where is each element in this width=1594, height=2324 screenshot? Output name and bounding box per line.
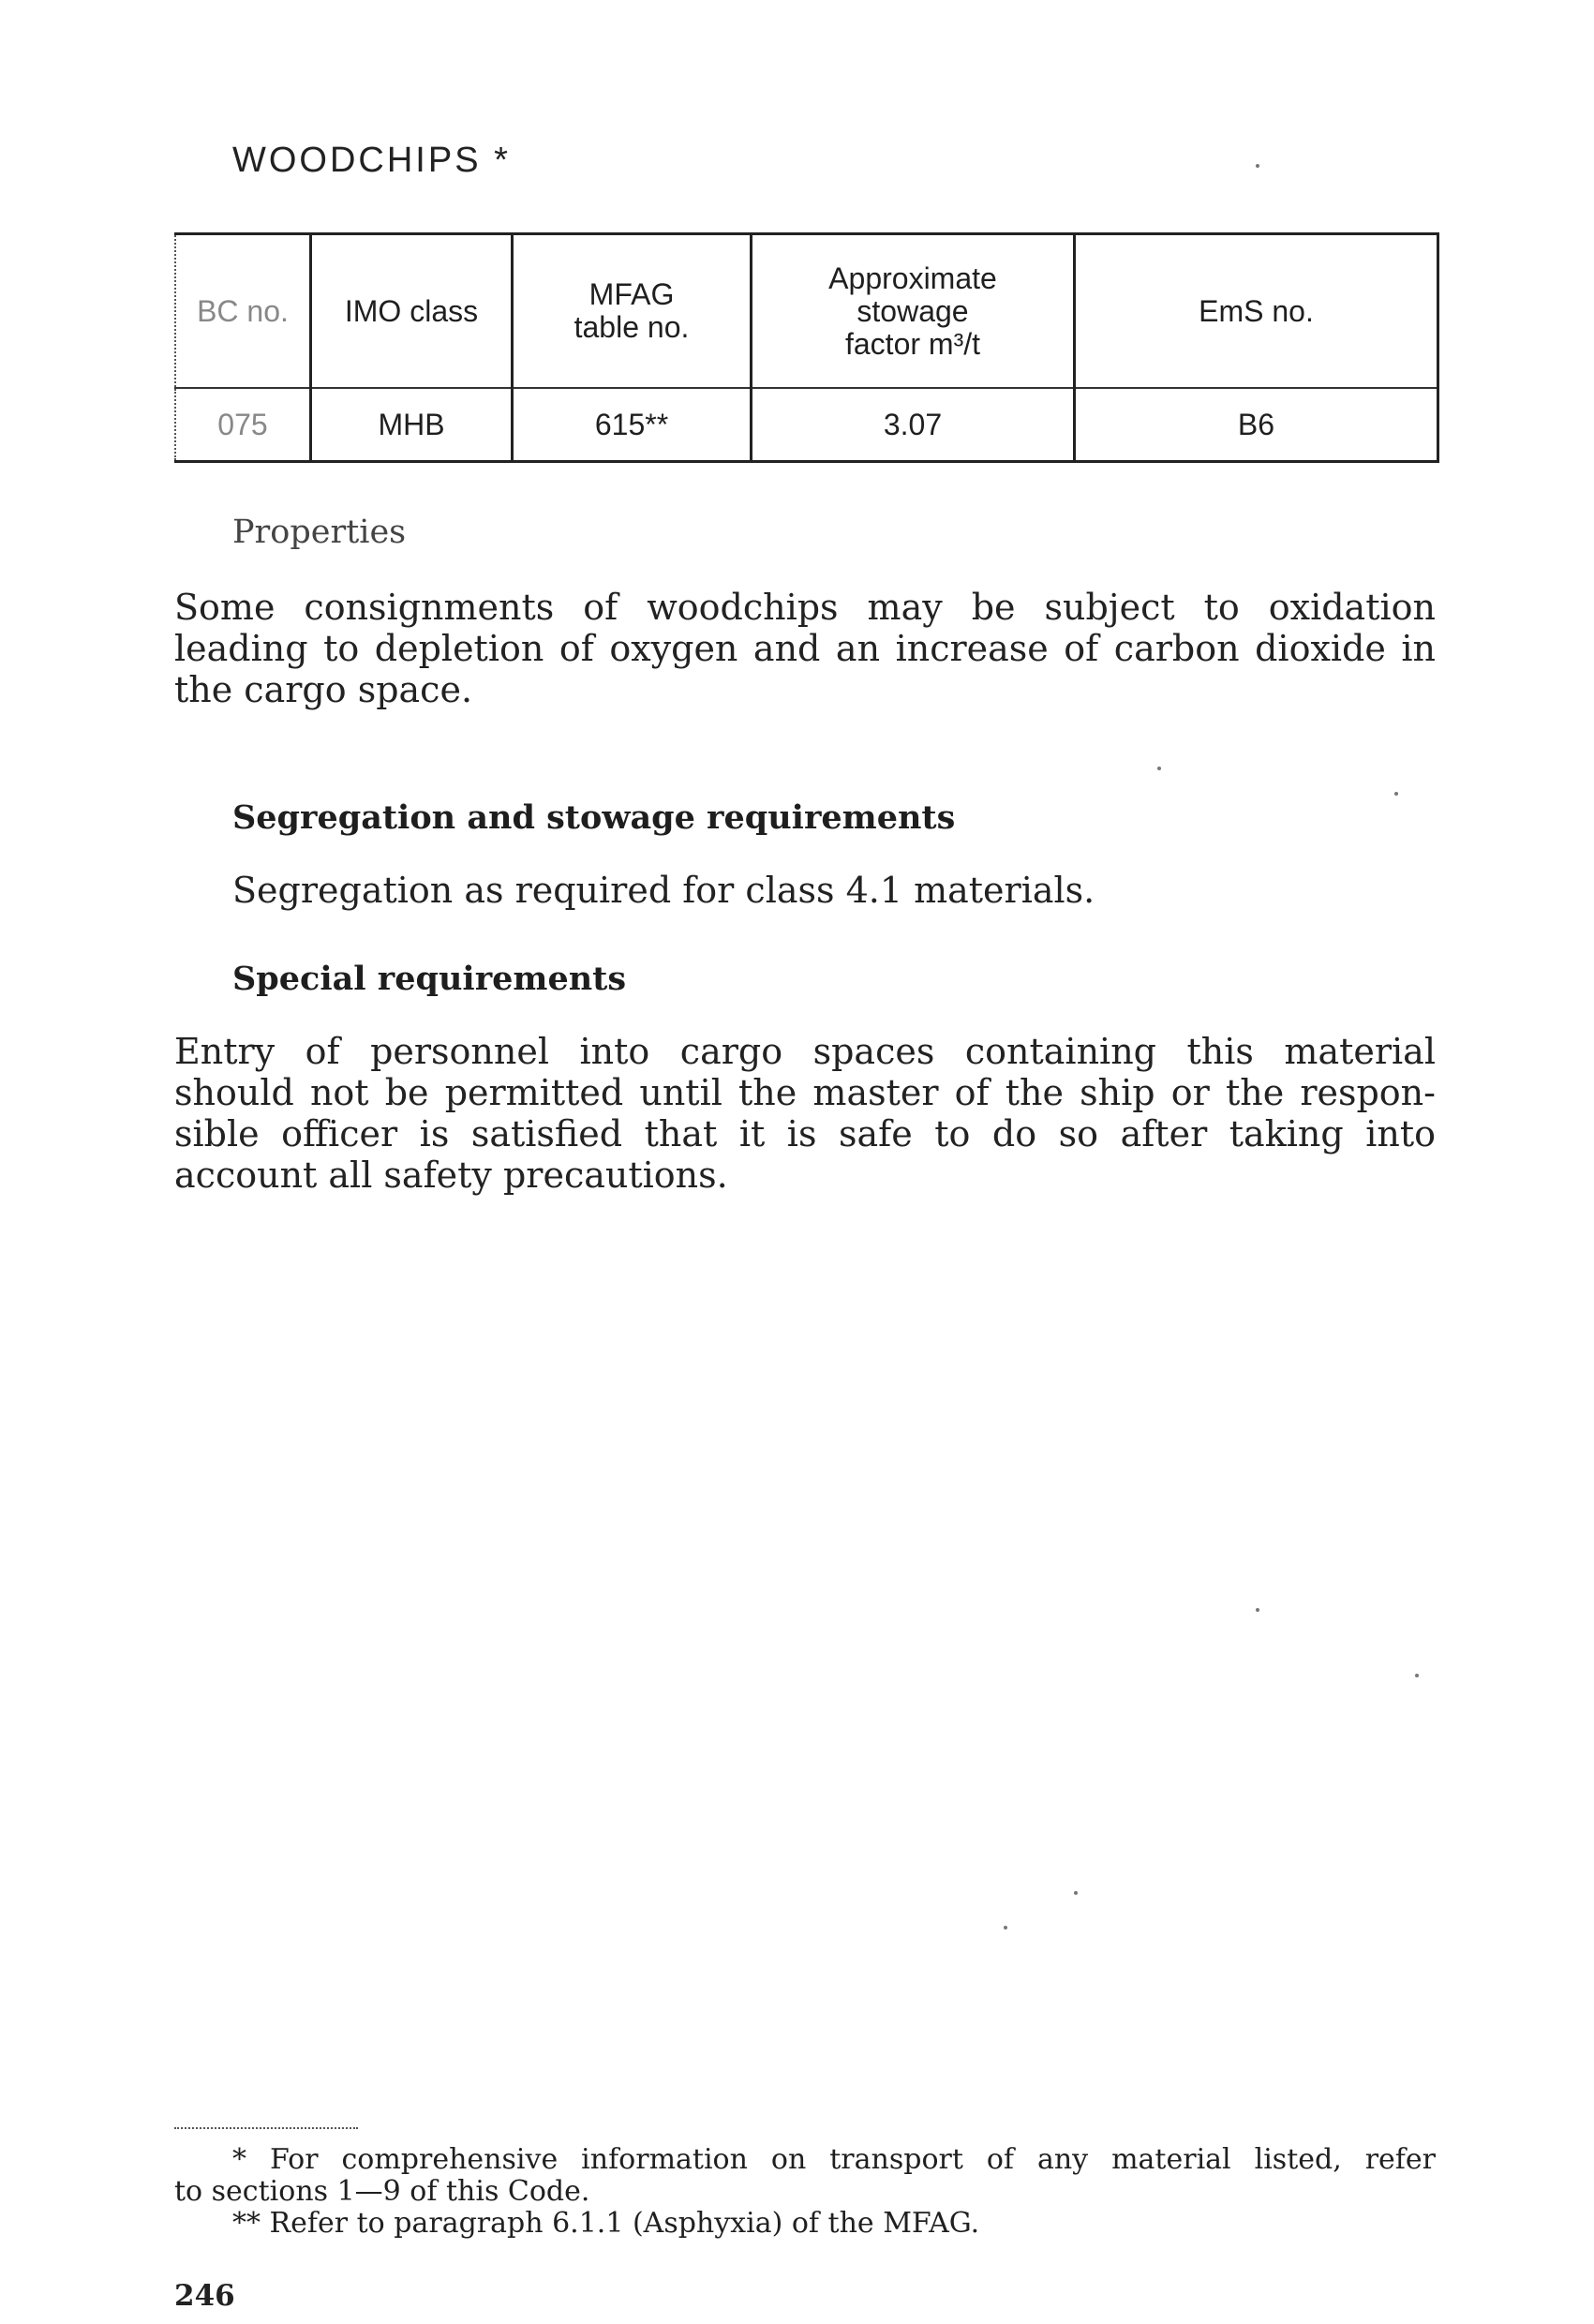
footnote-2: ** Refer to paragraph 6.1.1 (Asphyxia) of the MFAG. bbox=[232, 2207, 980, 2240]
scan-speck bbox=[1074, 1891, 1078, 1895]
cargo-spec-table bbox=[174, 232, 1439, 463]
properties-line-2: leading to depletion of oxygen and an increase of carbon dioxide in bbox=[174, 628, 1436, 669]
header-imo-class: IMO class bbox=[311, 234, 513, 389]
header-bc-no: BC no. bbox=[175, 234, 311, 389]
properties-line-1: Some consignments of woodchips may be subject to oxidation bbox=[174, 587, 1436, 628]
page-number: 246 bbox=[174, 2279, 235, 2313]
special-line-4: account all safety precautions. bbox=[174, 1155, 728, 1196]
special-requirements-text bbox=[174, 1031, 1436, 1196]
cell-imo-class: MHB bbox=[311, 388, 513, 462]
properties-heading: Properties bbox=[232, 514, 407, 551]
table-row bbox=[175, 388, 1438, 462]
special-line-3: sible officer is satisfied that it is safe to do so after taking into bbox=[174, 1113, 1436, 1155]
segregation-line: Segregation as required for class 4.1 materials. bbox=[232, 870, 1095, 911]
page-title: WOODCHIPS * bbox=[232, 141, 511, 180]
header-sf-line2: stowage bbox=[857, 293, 969, 328]
header-sf-line3: factor m³/t bbox=[844, 326, 980, 361]
cell-ems-no: B6 bbox=[1075, 388, 1438, 462]
header-mfag-line1: MFAG bbox=[588, 277, 675, 311]
footnotes bbox=[174, 2144, 1436, 2240]
scan-speck bbox=[1157, 767, 1161, 770]
footnote-1-line-1: * For comprehensive information on transport of any material listed, refer bbox=[232, 2143, 1436, 2176]
segregation-text bbox=[232, 870, 1436, 911]
scan-speck bbox=[1394, 792, 1398, 796]
properties-text bbox=[174, 587, 1436, 710]
cell-bc-no: 075 bbox=[175, 388, 311, 462]
special-line-2: should not be permitted until the master of the ship or the respon- bbox=[174, 1072, 1436, 1113]
table-header-row bbox=[175, 234, 1438, 389]
special-line-1: Entry of personnel into cargo spaces containing this material bbox=[174, 1031, 1436, 1072]
header-mfag-line2: table no. bbox=[574, 310, 690, 344]
header-ems-no: EmS no. bbox=[1075, 234, 1438, 389]
header-sf-line1: Approximate bbox=[828, 261, 997, 295]
header-stowage-factor bbox=[752, 234, 1075, 389]
scan-speck bbox=[1256, 1608, 1259, 1612]
scan-speck bbox=[1256, 164, 1259, 168]
footnote-divider bbox=[174, 2127, 358, 2129]
segregation-heading: Segregation and stowage requirements bbox=[232, 798, 956, 837]
cell-mfag-table: 615** bbox=[513, 388, 752, 462]
scan-speck bbox=[1004, 1926, 1007, 1929]
scan-speck bbox=[1415, 1674, 1419, 1677]
properties-line-3: the cargo space. bbox=[174, 669, 473, 710]
header-mfag-table bbox=[513, 234, 752, 389]
footnote-1-line-2: to sections 1—9 of this Code. bbox=[174, 2175, 590, 2208]
cell-stowage-factor: 3.07 bbox=[752, 388, 1075, 462]
special-requirements-heading: Special requirements bbox=[232, 960, 627, 998]
